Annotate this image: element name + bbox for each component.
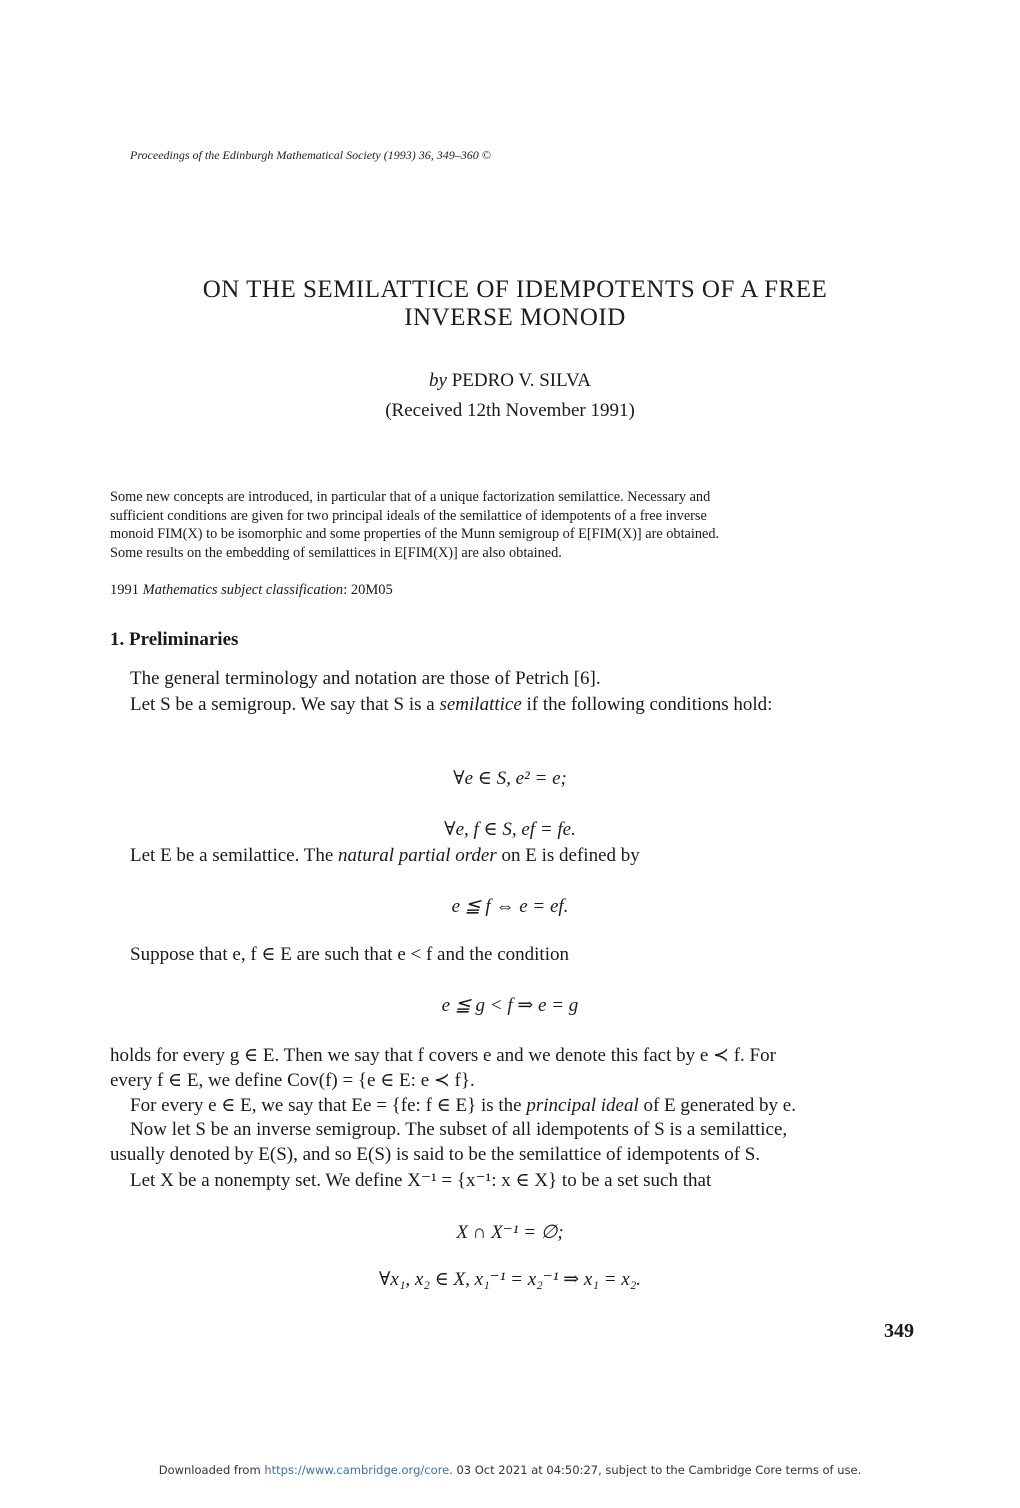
paragraph xyxy=(130,1094,796,1117)
cambridge-core-link[interactable]: https://www.cambridge.org/core xyxy=(264,1463,450,1477)
paragraph: The general terminology and notation are those of Petrich [6]. xyxy=(130,668,601,689)
page-number: 349 xyxy=(884,1320,914,1342)
paragraph-line: every f ∈ E, we define Cov(f) = {e ∈ E: e ≺ f}. xyxy=(110,1070,475,1091)
abstract xyxy=(110,488,923,562)
display-formula: e ≦ f ⇔ e = ef. xyxy=(451,896,569,917)
msc-label: Mathematics subject classification xyxy=(142,582,344,598)
abstract-line: Some new concepts are introduced, in particular that of a unique factorization semilattice. Necessary and xyxy=(110,489,711,505)
author-name: PEDRO V. SILVA xyxy=(451,370,591,391)
msc-year: 1991 xyxy=(110,582,139,598)
paper-title-line-2: INVERSE MONOID xyxy=(404,304,626,331)
display-formula: ∀e, f ∈ S, ef = fe. xyxy=(444,819,576,840)
paragraph: Suppose that e, f ∈ E are such that e < f and the condition xyxy=(130,944,569,965)
emphasis-term: semilattice xyxy=(439,694,522,715)
text-run: if the following conditions hold: xyxy=(521,694,773,715)
download-footer xyxy=(0,1463,1020,1477)
msc-code: : 20M05 xyxy=(343,582,393,598)
text-run: Let E be a semilattice. The xyxy=(130,845,339,866)
subject-classification xyxy=(110,582,393,599)
abstract-line: sufficient conditions are given for two principal ideals of the semilattice of idempotents of a free inverse xyxy=(110,507,707,524)
display-formula: ∀e ∈ S, e² = e; xyxy=(453,768,567,789)
author-line xyxy=(0,370,1020,392)
paragraph-line: Now let S be an inverse semigroup. The subset of all idempotents of S is a semilattice, xyxy=(130,1119,788,1140)
paragraph: Let X be a nonempty set. We define X⁻¹ = {x⁻¹: x ∈ X} to be a set such that xyxy=(130,1170,712,1191)
display-formula: e ≦ g < f ⇒ e = g xyxy=(441,995,579,1016)
abstract-line: monoid FIM(X) to be isomorphic and some properties of the Munn semigroup of E[FIM(X)] are obtained. xyxy=(110,526,720,542)
text-run: For every e ∈ E, we say that Ee = {fe: f ∈ E} is the xyxy=(130,1095,527,1116)
author-by: by xyxy=(429,370,447,391)
paragraph-line: usually denoted by E(S), and so E(S) is said to be the semilattice of idempotents of S. xyxy=(110,1144,761,1165)
emphasis-term: natural partial order xyxy=(338,845,497,866)
text-run: of E generated by e. xyxy=(638,1095,796,1116)
section-heading: 1. Preliminaries xyxy=(110,629,239,650)
footer-text: Downloaded from xyxy=(158,1463,265,1477)
abstract-line: Some results on the embedding of semilattices in E[FIM(X)] are also obtained. xyxy=(110,544,562,561)
paragraph xyxy=(130,845,640,867)
paper-title-line-1: ON THE SEMILATTICE OF IDEMPOTENTS OF A FREE xyxy=(202,276,828,303)
text-run: Let S be a semigroup. We say that S is a xyxy=(130,694,440,715)
footer-text: . 03 Oct 2021 at 04:50:27, subject to the Cambridge Core terms of use. xyxy=(449,1463,862,1477)
text-run: on E is defined by xyxy=(496,845,640,866)
display-formula: X ∩ X⁻¹ = ∅; xyxy=(456,1222,564,1243)
paragraph xyxy=(130,694,772,716)
received-date: (Received 12th November 1991) xyxy=(385,400,635,421)
emphasis-term: principal ideal xyxy=(526,1095,639,1116)
display-formula: ∀x₁, x₂ ∈ X, x₁⁻¹ = x₂⁻¹ ⇒ x₁ = x₂. xyxy=(378,1269,642,1290)
journal-citation: Proceedings of the Edinburgh Mathematical Society (1993) 36, 349–360 © xyxy=(130,148,491,162)
paragraph-line: holds for every g ∈ E. Then we say that f covers e and we denote this fact by e ≺ f. For xyxy=(110,1045,776,1066)
